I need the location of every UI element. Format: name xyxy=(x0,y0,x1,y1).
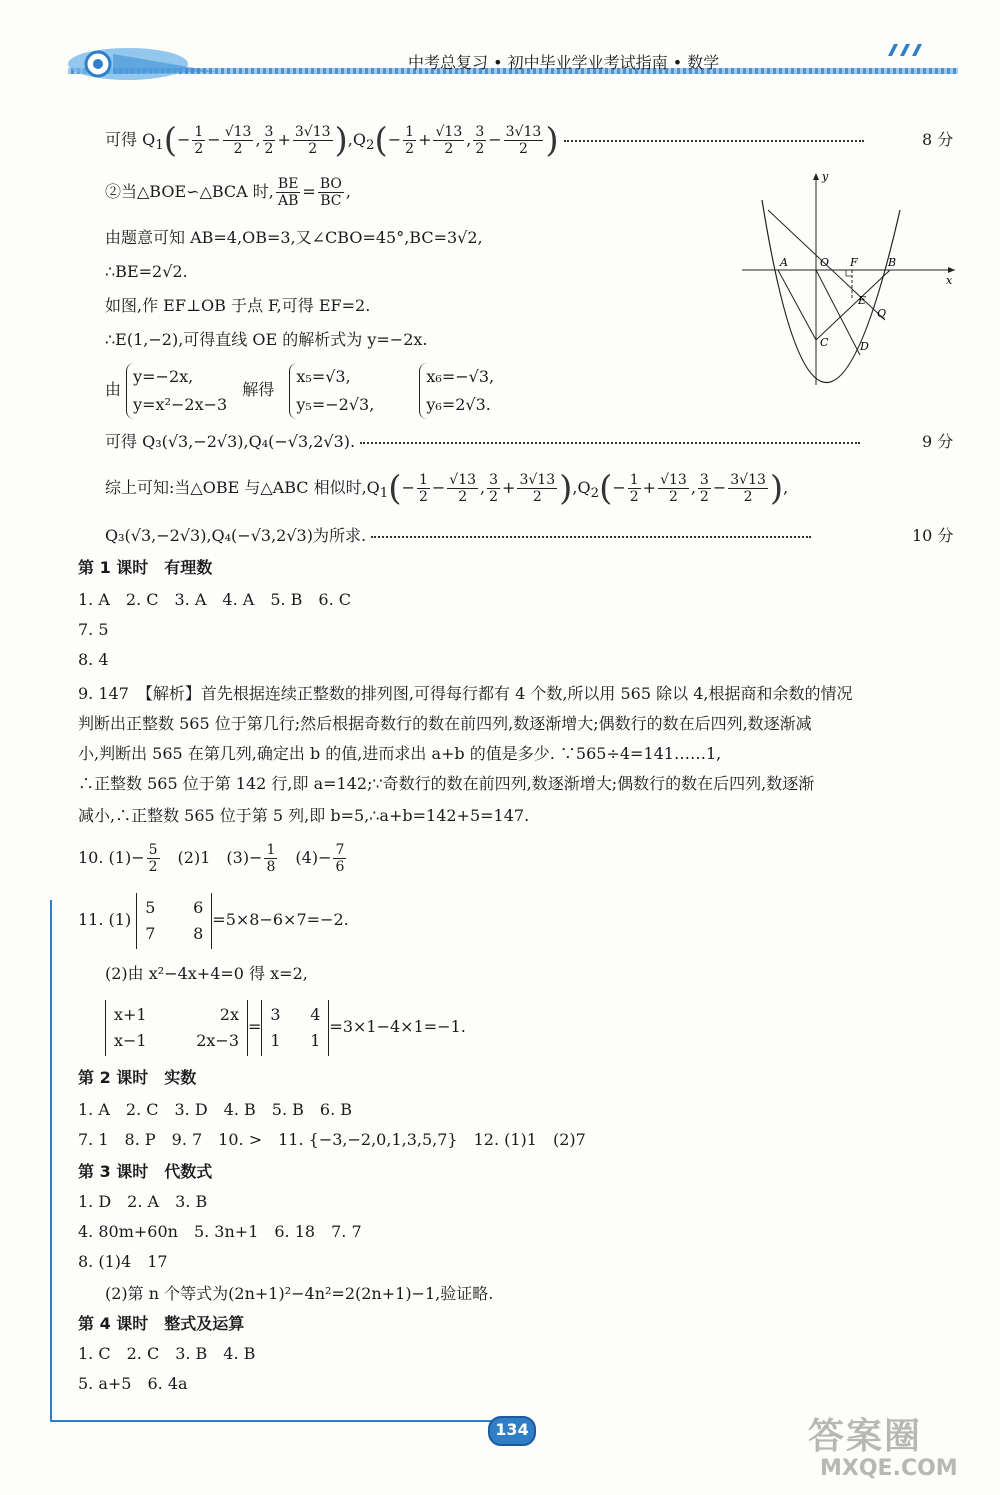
graph-label-F: F xyxy=(850,256,858,269)
lesson-1-q11-1: 11. (1) 5 6 7 8 =5×8−6×7=−2. xyxy=(78,890,349,950)
lesson-1-answers-c: 8. 4 xyxy=(78,650,109,669)
lesson-4-heading: 第 4 课时 整式及运算 xyxy=(78,1314,245,1333)
lesson-1-explain-4: ∴正整数 565 位于第 142 行,即 a=142;∵奇数行的数在前四列,数逐渐增大;偶数行的数在后四列,数逐渐 xyxy=(78,774,815,793)
solution-system: 由 y=−2x, y=x²−2x−3 解得 x₅=√3, y₅=−2√3, x₆=−√3, y₆=2√3. xyxy=(105,360,494,420)
lesson-1-answers-b: 7. 5 xyxy=(78,620,109,639)
lesson-3-answers-b: 4. 80m+60n 5. 3n+1 6. 18 7. 7 xyxy=(78,1222,362,1241)
graph-label-A: A xyxy=(780,256,788,269)
solution-line-10: Q₃(√3,−2√3),Q₄(−√3,2√3)为所求. xyxy=(105,526,811,546)
lesson-3-answers-d: (2)第 n 个等式为(2n+1)²−4n²=2(2n+1)−1,验证略. xyxy=(105,1284,494,1303)
graph-label-x: x xyxy=(946,274,953,287)
solution-line-5: 如图,作 EF⊥OB 于点 F,可得 EF=2. xyxy=(105,296,371,315)
lesson-3-answers-c: 8. (1)4 17 xyxy=(78,1252,168,1271)
watermark-logo: 答案圈 xyxy=(808,1416,923,1457)
graph-label-Q: Q xyxy=(877,307,887,320)
graph-label-B: B xyxy=(888,256,897,269)
graph-label-C: C xyxy=(820,336,829,349)
lesson-1-q11-2-calc: x+1 2x x−1 2x−3 = 3 4 1 1 =3×1−4×1=−1. xyxy=(105,992,466,1062)
lesson-2-heading: 第 2 课时 实数 xyxy=(78,1068,197,1087)
graph-label-D: D xyxy=(860,340,869,353)
solution-line-2: ②当△BOE∽△BCA 时, $\frac{BE}{AB}$ = $\frac{BO}{BC}$ , xyxy=(105,176,351,209)
lesson-1-explain-5: 减小,∴正整数 565 位于第 5 列,即 b=5,∴a+b=142+5=147. xyxy=(78,806,530,825)
lesson-4-answers-a: 1. C 2. C 3. B 4. B xyxy=(78,1344,256,1363)
lesson-2-answers-a: 1. A 2. C 3. D 4. B 5. B 6. B xyxy=(78,1100,353,1119)
lesson-1-heading: 第 1 课时 有理数 xyxy=(78,558,213,577)
score-8: 8 分 xyxy=(922,130,954,149)
lesson-3-heading: 第 3 课时 代数式 xyxy=(78,1162,213,1181)
lesson-1-explain-1: 9. 147 【解析】首先根据连续正整数的排列图,可得每行都有 4 个数,所以用 565 除以 4,根据商和余数的情况 xyxy=(78,684,853,703)
lesson-1-q11-2: (2)由 x²−4x+4=0 得 x=2, xyxy=(105,964,308,983)
header-banner xyxy=(68,42,958,82)
score-9: 9 分 xyxy=(922,432,954,451)
graph-label-y: y xyxy=(822,170,829,183)
margin-rule xyxy=(50,900,52,1420)
lesson-2-answers-b: 7. 1 8. P 9. 7 10. > 11. {−3,−2,0,1,3,5,7} 12. (1)1 (2)7 xyxy=(78,1130,586,1149)
solution-line-6: ∴E(1,−2),可得直线 OE 的解析式为 y=−2x. xyxy=(105,330,428,349)
graph-label-E: E xyxy=(858,294,867,307)
lesson-1-q10: 10. (1)− $\frac{5}{2}$ (2)1 (3)− $\frac{1}{8}$ (4)− $\frac{7}{6}$ xyxy=(78,842,345,875)
graph-label-O: O xyxy=(820,256,830,269)
lesson-1-answers-a: 1. A 2. C 3. A 4. A 5. B 6. C xyxy=(78,590,352,609)
solution-line-3: 由题意可知 AB=4,OB=3,又∠CBO=45°,BC=3√2, xyxy=(105,228,483,247)
parabola-graph xyxy=(740,170,960,390)
lesson-1-explain-3: 小,判断出 565 在第几列,确定出 b 的值,进而求出 a+b 的值是多少. ∵565÷4=141……1, xyxy=(78,744,722,763)
page-number: 134 xyxy=(495,1420,529,1439)
lesson-1-explain-2: 判断出正整数 565 位于第几行;然后根据奇数行的数在前四列,数逐渐增大;偶数行的数在后四列,数逐渐减 xyxy=(78,714,812,733)
solution-line-q1q2: 可得 $Q_1(-$ $\frac{1}{2}$ − $\frac{√13}{2}$ , $\frac{3}{2}$ + $\frac{3√13}{2}$ )$,Q_2(-$ $\frac{1}{2}$ + $\frac{√13}{2}$ , $\frac{3}{2}$ − $\frac{3√13}{2}$ ) xyxy=(105,120,864,160)
lesson-4-answers-b: 5. a+5 6. 4a xyxy=(78,1374,188,1393)
solution-line-4: ∴BE=2√2. xyxy=(105,262,188,281)
lesson-3-answers-a: 1. D 2. A 3. B xyxy=(78,1192,208,1211)
solution-line-8: 可得 Q₃(√3,−2√3),Q₄(−√3,2√3). xyxy=(105,432,860,452)
watermark-text: MXQE.COM xyxy=(820,1456,958,1481)
header-title: 中考总复习 • 初中毕业学业考试指南 • 数学 xyxy=(408,53,720,72)
footer-rule xyxy=(50,1420,500,1422)
score-10: 10 分 xyxy=(912,526,954,545)
solution-line-9: 综上可知:当△OBE 与△ABC 相似时$,Q_1(-$ $\frac{1}{2}$ − $\frac{√13}{2}$ , $\frac{3}{2}$ + $\frac{3√13}{2}$ )$,Q_2(-$ $\frac{1}{2}$ + $\frac{√13}{2}$ , $\frac{3}{2}$ − $\frac{3√13}{2}$ ), xyxy=(105,468,789,509)
